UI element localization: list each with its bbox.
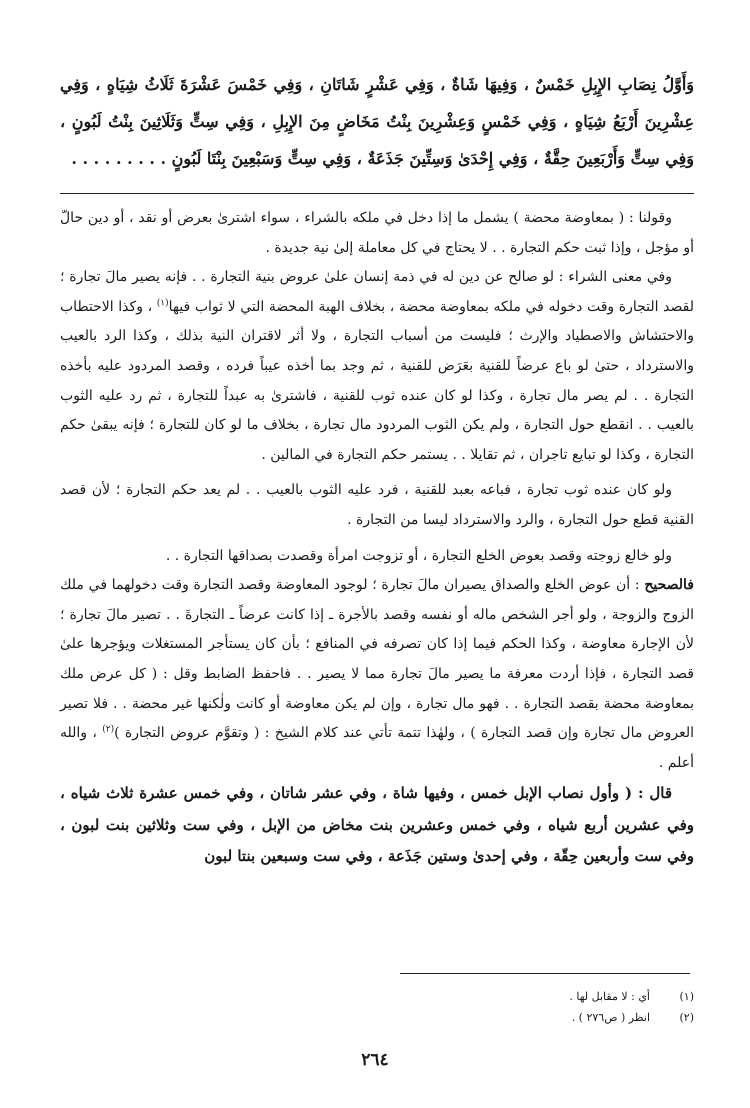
quoted-matn: قال : ( وأول نصاب الإبل خمس ، وفيها شاة ، وفي عشر شاتان ، وفي خمس عشرة ثلاث شياه ، وفي عشرين أربع شياه ، وفي خمس وعشرين بنت مخاض من الإبل ، وفي ست وثلاثين بنت لبون ، وفي ست وأربعين حِقّة ، وفي إحدىٰ وستين جَذَعة ، وفي ست وسبعين بنتا لبون xyxy=(60,784,694,866)
paragraph-1: وقولنا : ( بمعاوضة محضة ) يشمل ما إذا دخل في ملكه بالشراء ، سواء اشترىٰ بعرض أو نقد ، أو دين حالّ أو مؤجل ، وإذا ثبت حكم التجارة . . لا يحتاج في كل معاملة إلىٰ نية جديدة . xyxy=(60,210,694,256)
footnote-1-text: أي : لا مقابل لها . xyxy=(569,990,650,1003)
paragraph-3: ولو كان عنده ثوب تجارة ، فباعه بعبد للقنية ، فرد عليه الثوب بالعيب . . لم يعد حكم التجارة ؛ لأن قصد القنية قطع حول التجارة ، والرد والاسترداد ليسا من التجارة . xyxy=(60,482,694,528)
footnote-2-text: انظر ( ص٢٧٦ ) . xyxy=(571,1011,650,1024)
commentary xyxy=(60,204,694,873)
paragraph-2-text-b: ، وكذا الاحتطاب والاحتشاش والاصطياد والإرث ؛ فليست من أسباب التجارة ، ولا أثر لاقتران النية بذلك ، وكذا الرد بالعيب والاسترداد ، حتىٰ لو باع عرضاً للقنية بعَرَض للقنية ، ثم وجد بما أخذه عيباً فرده ، وقصد المردود عليه بأخذه التجارة . . لم يصر مال تجارة ، وكذا لو كان عنده ثوب للقنية ، فاشترىٰ به عبداً للتجارة ، ثم رد عليه الثوب بالعيب . . انقطع حول التجارة ، ولم يكن الثوب المردود مال تجارة ، بخلاف ما لو كان للتجارة ؛ فإنه يبقىٰ حكم التجارة ، وكذا لو تبايع تاجران ، ثم تقايلا . . يستمر حكم التجارة في المالين . xyxy=(60,298,694,463)
matn-text: وَأَوَّلُ نِصَابِ الإِبِلِ خَمْسٌ ، وَفِيهَا شَاةٌ ، وَفِي عَشْرٍ شَاتَانِ ، وَفِي خَمْسَ عَشْرَةَ ثَلَاثُ شِيَاهٍ ، وَفِي عِشْرِينَ أَرْبَعُ شِيَاهٍ ، وَفِي خَمْسٍ وَعِشْرِينَ بِنْتُ مَخَاضٍ مِنَ الإِبِلِ ، وَفِي سِتٍّ وَثَلَاثِينَ بِنْتُ لَبُونٍ ، وَفِي سِتٍّ وَأَرْبَعِينَ حِقَّةٌ ، وَفِي إِحْدَىٰ وَسِتِّينَ جَذَعَةٌ ، وَفِي سِتٍّ وَسَبْعِينَ بِنْتَا لَبُونٍ . . . . . . . . . xyxy=(60,75,694,168)
section-divider xyxy=(60,193,694,194)
footnote-ref-1[interactable]: (١) xyxy=(156,298,169,309)
paragraph-4: ولو خالع زوجته وقصد بعوض الخلع التجارة ، أو تزوجت امرأة وقصدت بصداقها التجارة . . xyxy=(165,547,672,564)
fasahih-label: فالصحيح xyxy=(644,577,694,594)
paragraph-5 xyxy=(60,571,694,778)
paragraph-2 xyxy=(60,263,694,470)
footnote-2 xyxy=(60,1007,694,1028)
page-number: ٢٦٤ xyxy=(361,1050,389,1070)
paragraph-5-text-b: ، والله أعلم . xyxy=(60,725,694,771)
footnotes xyxy=(60,986,694,1028)
footnote-ref-2[interactable]: (٢) xyxy=(102,724,115,735)
footnote-1 xyxy=(60,986,694,1007)
paragraph-5-text-a: : أن عوض الخلع والصداق يصيران مالَ تجارة ؛ لوجود المعاوضة وقصد التجارة وقت دخولهما في ملك الزوج والزوجة ، ولو أجر الشخص ماله أو نفسه وقصد بالأجرة ـ إذا كانت عرضاً ـ التجارةَ . . تصير مالَ تجارة ؛ لأن الإجارة معاوضة ، وكذا الحكم فيما إذا كان تصرفه في المنافع ؛ بأن كان يستأجر المستغلات ويؤجرها علىٰ قصد التجارة ، فإذا أردت معرفة ما يصير مالَ تجارة مما لا يصير . . فاحفظ الضابط وقل : ( كل عرض ملك بمعاوضة محضة بقصد التجارة . . فهو مال تجارة ، وإن لم يكن معاوضة أو كانت ولٰكنها غير محضة . . فلا تصير العروض مال تجارة وإن قصد التجارة ) ، ولهٰذا تتمة تأتي عند كلام الشيخ : ( وتقوَّم عروض التجارة ) xyxy=(60,577,694,742)
footnote-2-number: (٢) xyxy=(679,1011,694,1024)
footnote-1-number: (١) xyxy=(679,990,694,1003)
paragraph-2-text-a: وفي معنى الشراء : لو صالح عن دين له في ذمة إنسان علىٰ عروض بنية التجارة . . فإنه يصير مالَ تجارة ؛ لقصد التجارة وقت دخوله في ملكه بمعاوضة محضة ، بخلاف الهبة المحضة التي لا ثواب فيها xyxy=(60,269,694,315)
footnote-divider xyxy=(400,973,690,974)
